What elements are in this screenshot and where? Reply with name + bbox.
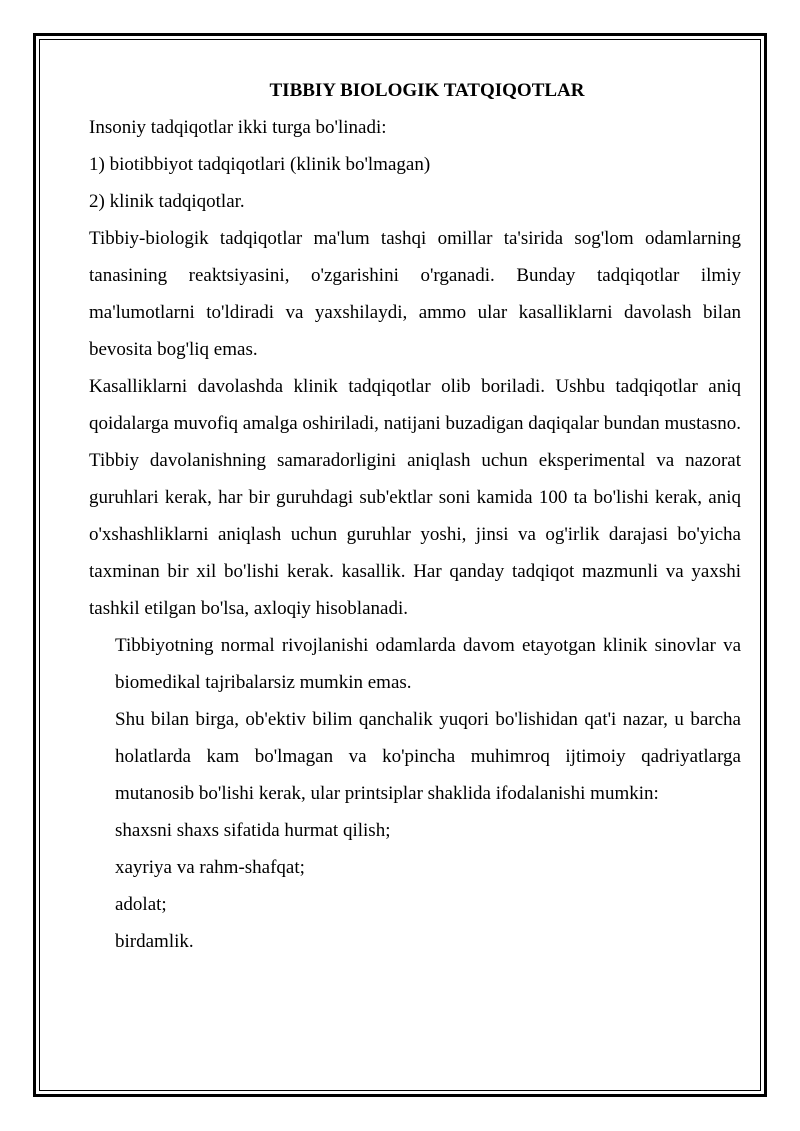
document-title: TIBBIY BIOLOGIK TATQIQOTLAR (269, 80, 585, 101)
paragraph-clinical-research: Kasalliklarni davolashda klinik tadqiqotlar olib boriladi. Ushbu tadqiqotlar aniq qoidalarga muvofiq amalga oshiriladi, natijani buzadigan daqiqalar bundan mustasno. Tibbiy davolanishning samaradorligini aniqlash uchun eksperimental va nazorat guruhlari kerak, har bir guruhdagi sub'ektlar soni kamida 100 ta bo'lishi kerak, aniq o'xshashliklarni aniqlash uchun guruhlar yoshi, jinsi va og'irlik darajasi bo'yicha taxminan bir xil bo'lishi kerak. kasallik. Har qanday tadqiqot mazmunli va yaxshi tashkil etilgan bo'lsa, axloqiy hisoblanadi. (89, 376, 741, 619)
principle-item: adolat; (115, 894, 167, 915)
principle-item: xayriya va rahm-shafqat; (115, 857, 305, 878)
paragraph-intro: Insoniy tadqiqotlar ikki turga bo'linadi: (89, 117, 387, 138)
paragraph-medicine-development: Tibbiyotning normal rivojlanishi odamlarda davom etayotgan klinik sinovlar va biomedikal tajribalarsiz mumkin emas. (115, 635, 741, 693)
list-item-clinical: 2) klinik tadqiqotlar. (89, 191, 245, 212)
principle-item: shaxsni shaxs sifatida hurmat qilish; (115, 820, 391, 841)
principle-item: birdamlik. (115, 931, 194, 952)
paragraph-social-values: Shu bilan birga, ob'ektiv bilim qanchalik yuqori bo'lishidan qat'i nazar, u barcha holatlarda kam bo'lmagan va ko'pincha muhimroq ijtimoiy qadriyatlarga mutanosib bo'lishi kerak, ular printsiplar shaklida ifodalanishi mumkin: (115, 709, 741, 804)
list-item-biomedical: 1) biotibbiyot tadqiqotlari (klinik bo'lmagan) (89, 154, 431, 175)
document-body (89, 72, 741, 960)
paragraph-biomedical-research: Tibbiy-biologik tadqiqotlar ma'lum tashqi omillar ta'sirida sog'lom odamlarning tanasining reaktsiyasini, o'zgarishini o'rganadi. Bunday tadqiqotlar ilmiy ma'lumotlarni to'ldiradi va yaxshilaydi, ammo ular kasalliklarni davolash bilan bevosita bog'liq emas. (89, 228, 741, 360)
